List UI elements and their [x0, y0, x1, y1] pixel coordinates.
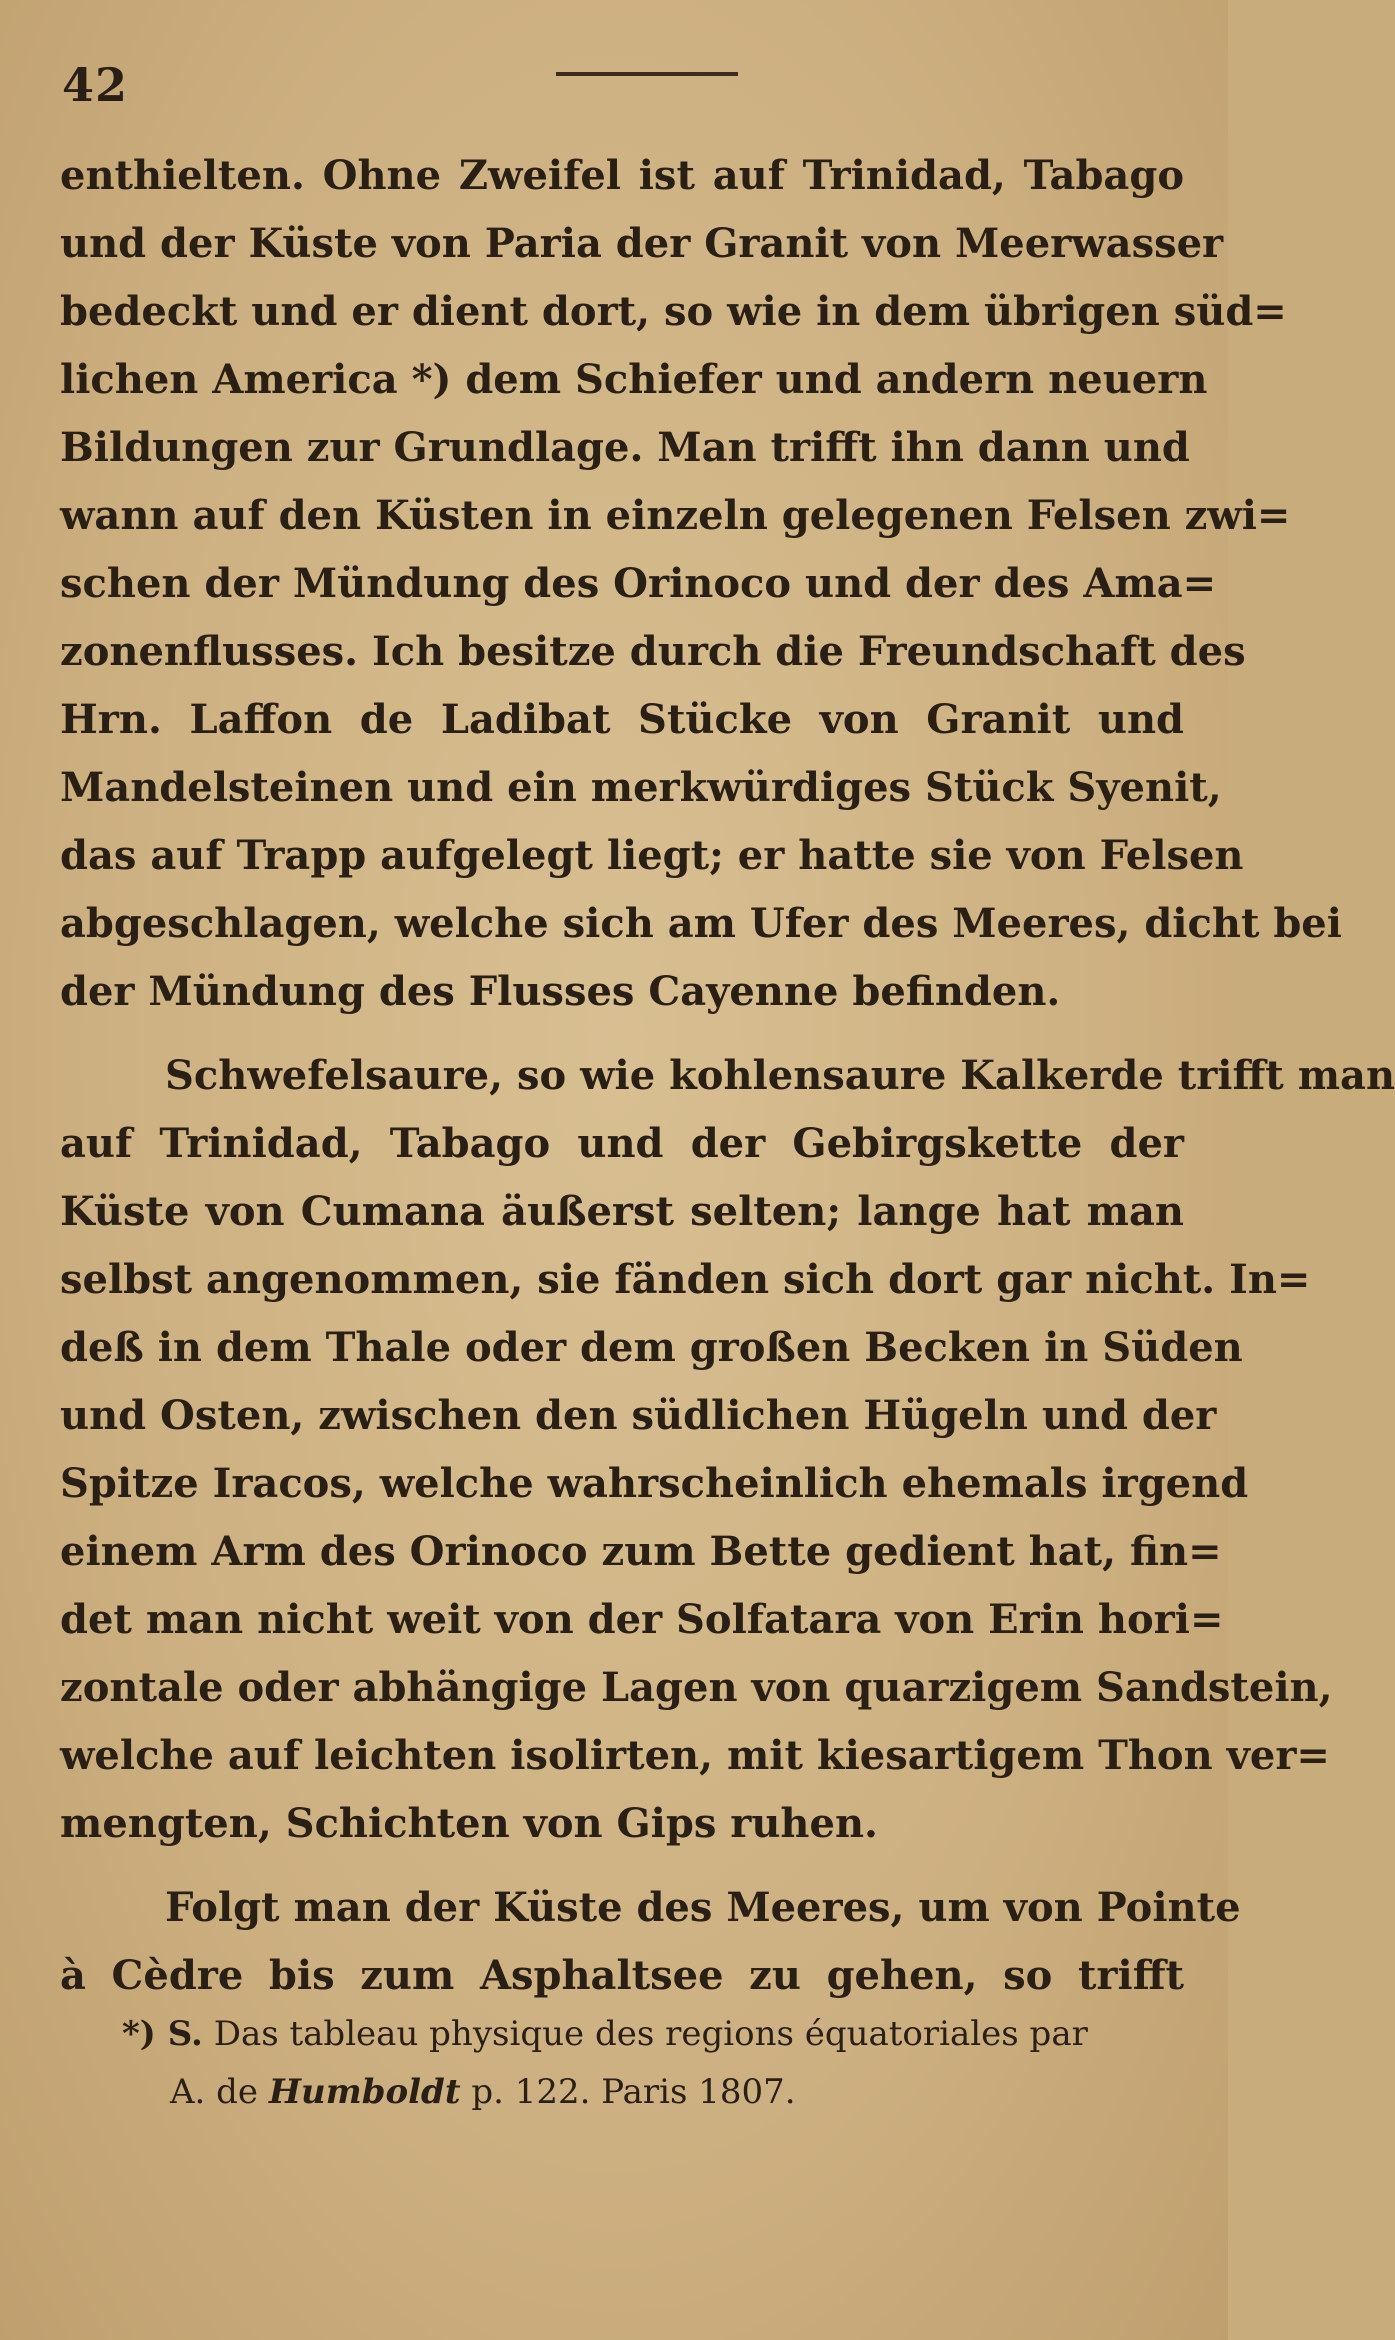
text-line: schen der Mündung des Orinoco und der des Ama= [60, 560, 1217, 607]
text-line: bedeckt und er dient dort, so wie in dem übrigen süd= [60, 288, 1287, 335]
footnote-citation: p. 122. Paris 1807. [471, 2072, 796, 2112]
text-line: das auf Trapp aufgelegt liegt; er hatte sie von Felsen [60, 832, 1244, 879]
body-text [60, 142, 1395, 2010]
paragraph [60, 1042, 1395, 1858]
text-line: Spitze Iracos, welche wahrscheinlich ehemals irgend [60, 1460, 1249, 1507]
text-line: mengten, Schichten von Gips ruhen. [60, 1800, 878, 1847]
text-line: lichen America *) dem Schiefer und andern neuern [60, 356, 1208, 403]
paragraph [60, 1874, 1241, 2010]
text-line: Folgt man der Küste des Meeres, um von Pointe [165, 1884, 1241, 1931]
text-line: Küste von Cumana äußerst selten; lange hat man [60, 1188, 1184, 1235]
footnote-mark: *) S. [122, 2014, 203, 2054]
page-number: 42 [62, 58, 129, 112]
paragraph [60, 142, 1342, 1026]
text-line: à Cèdre bis zum Asphaltsee zu gehen, so trifft [60, 1952, 1184, 1999]
text-line: abgeschlagen, welche sich am Ufer des Meeres, dicht bei [60, 900, 1342, 947]
text-line: zonenflusses. Ich besitze durch die Freundschaft des [60, 628, 1246, 675]
text-line: Schwefelsaure, so wie kohlensaure Kalkerde trifft man [165, 1052, 1395, 1099]
text-line: auf Trinidad, Tabago und der Gebirgskette der [60, 1120, 1184, 1167]
text-line: und Osten, zwischen den südlichen Hügeln und der [60, 1392, 1217, 1439]
footnote-line [60, 2005, 1184, 2063]
text-line: selbst angenommen, sie fänden sich dort gar nicht. In= [60, 1256, 1311, 1303]
footnote-author: Humboldt [268, 2072, 461, 2112]
text-line: zontale oder abhängige Lagen von quarzigem Sandstein, [60, 1664, 1333, 1711]
text-line: Hrn. Laffon de Ladibat Stücke von Granit und [60, 696, 1184, 743]
text-line: welche auf leichten isolirten, mit kiesartigem Thon ver= [60, 1732, 1330, 1779]
text-line: enthielten. Ohne Zweifel ist auf Trinidad, Tabago [60, 152, 1184, 199]
text-line: Mandelsteinen und ein merkwürdiges Stück Syenit, [60, 764, 1222, 811]
header-rule [556, 72, 738, 76]
paragraph-gap [60, 1858, 1184, 1874]
text-line: der Mündung des Flusses Cayenne befinden. [60, 968, 1061, 1015]
text-line: Bildungen zur Grundlage. Man trifft ihn dann und [60, 424, 1190, 471]
text-line: det man nicht weit von der Solfatara von Erin hori= [60, 1596, 1224, 1643]
footnote [60, 2005, 1184, 2121]
footnote-text: Das tableau physique des regions équatoriales par [213, 2014, 1088, 2054]
paragraph-gap [60, 1026, 1184, 1042]
text-line: und der Küste von Paria der Granit von Meerwasser [60, 220, 1224, 267]
text-line: einem Arm des Orinoco zum Bette gedient hat, fin= [60, 1528, 1222, 1575]
footnote-line [60, 2063, 1184, 2121]
text-line: deß in dem Thale oder dem großen Becken in Süden [60, 1324, 1243, 1371]
footnote-author-prefix: A. de [170, 2072, 259, 2112]
text-line: wann auf den Küsten in einzeln gelegenen Felsen zwi= [60, 492, 1291, 539]
